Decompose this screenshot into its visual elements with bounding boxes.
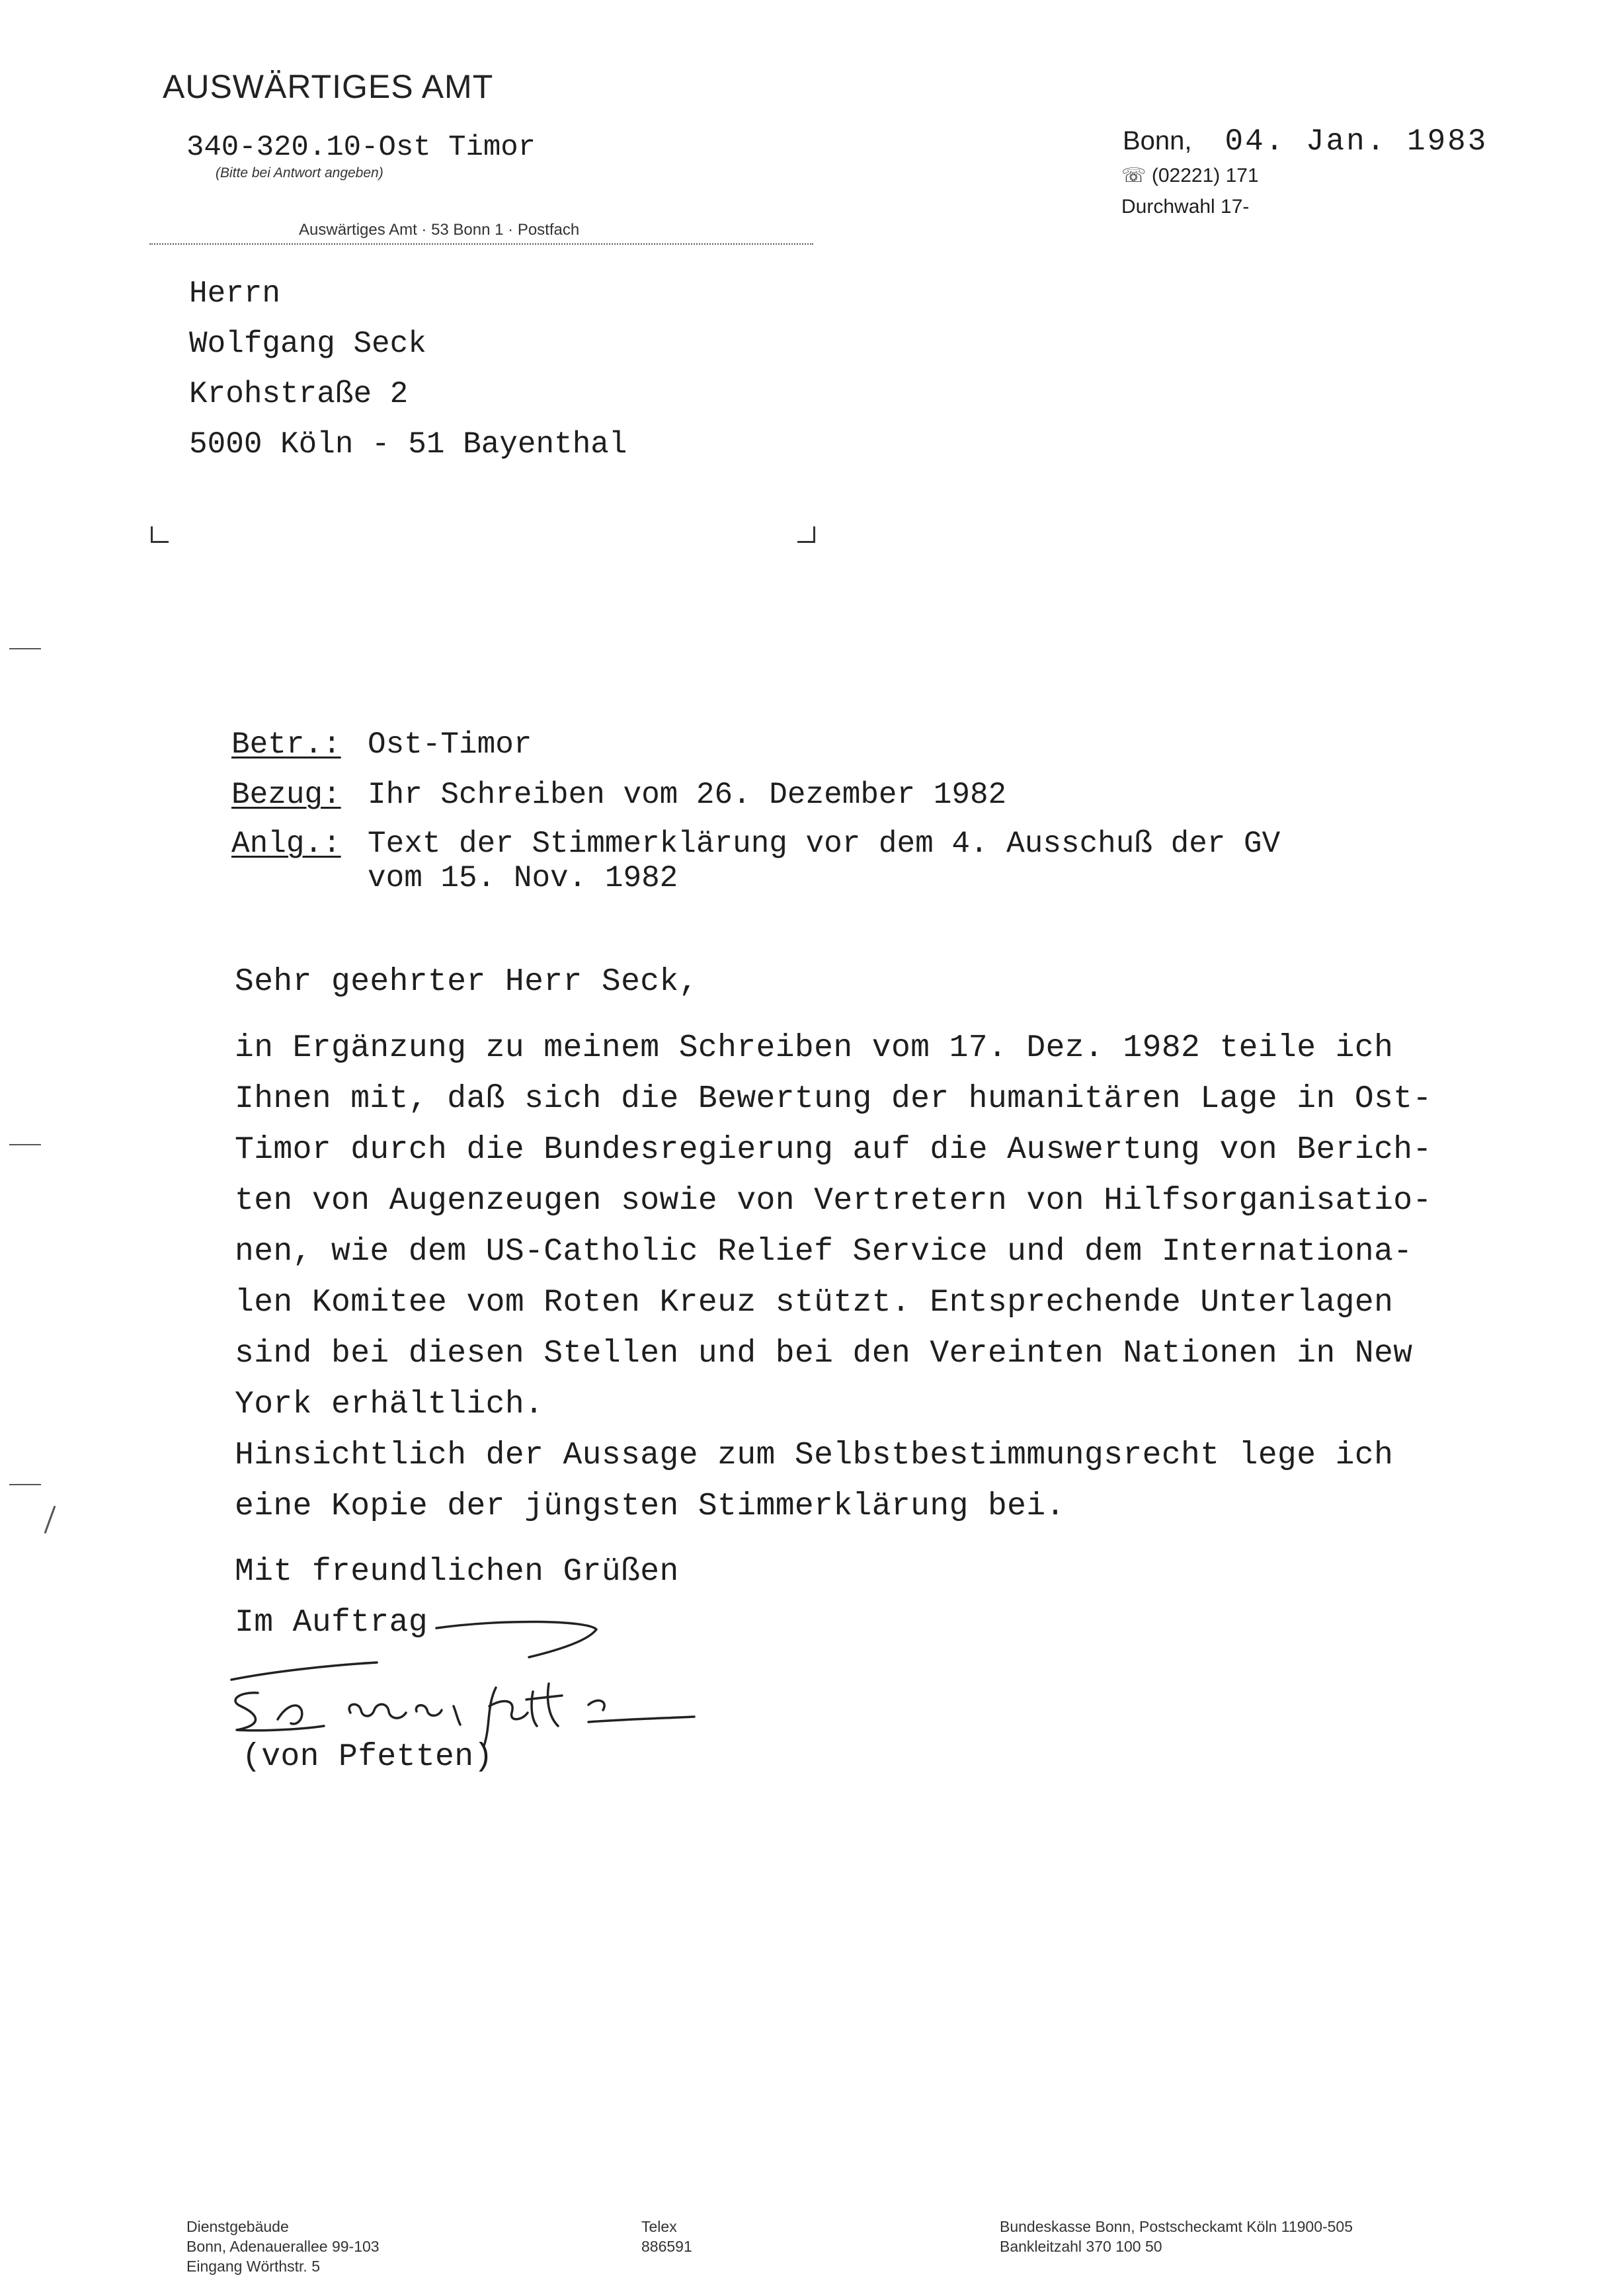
phone-number: ☏ (02221) 171: [1121, 165, 1259, 186]
date-line: [1123, 124, 1488, 159]
date-place: Bonn,: [1123, 126, 1192, 155]
greeting: Sehr geehrter Herr Seck,: [235, 964, 698, 1000]
body-line: York erhältlich.: [235, 1387, 544, 1422]
body-line: ten von Augenzeugen sowie von Vertretern von Hilfsorganisatio-: [235, 1183, 1432, 1219]
footer-telex-label: Telex: [641, 2218, 677, 2235]
footer-building-address: Bonn, Adenauerallee 99-103: [186, 2238, 380, 2255]
body-line: eine Kopie der jüngsten Stimmerklärung bei.: [235, 1489, 1065, 1524]
recipient-salutation: Herrn: [189, 276, 281, 311]
fold-mark: [9, 1484, 41, 1485]
sender-return-line: Auswärtiges Amt · 53 Bonn 1 · Postfach: [299, 221, 580, 239]
letter-date: 04. Jan. 1983: [1225, 124, 1488, 159]
anlg-value-1: Text der Stimmerklärung vor dem 4. Ausschuß der GV: [368, 827, 1281, 861]
body-line: sind bei diesen Stellen und bei den Vereinten Nationen in New: [235, 1336, 1413, 1372]
sender-divider: [149, 243, 813, 245]
recipient-street: Krohstraße 2: [189, 377, 409, 411]
phone-extension: Durchwahl 17-: [1121, 196, 1250, 218]
bezug-label: Bezug:: [231, 778, 341, 812]
organization-name: AUSWÄRTIGES AMT: [163, 68, 494, 105]
reference-note: (Bitte bei Antwort angeben): [216, 165, 383, 181]
footer-building: [186, 2217, 380, 2276]
body-line: in Ergänzung zu meinem Schreiben vom 17. Dez. 1982 teile ich: [235, 1030, 1394, 1066]
handwritten-signature: [218, 1614, 707, 1759]
address-window-corner-left: [151, 526, 169, 543]
body-line: Timor durch die Bundesregierung auf die Auswertung von Berich-: [235, 1132, 1432, 1168]
footer-telex-number: 886591: [641, 2238, 692, 2255]
footer-bank-line-2: Bankleitzahl 370 100 50: [1000, 2238, 1162, 2255]
on-behalf-line: Im Auftrag: [235, 1605, 428, 1641]
footer-bank-line-1: Bundeskasse Bonn, Postscheckamt Köln 11900-505: [1000, 2218, 1353, 2235]
body-line: len Komitee vom Roten Kreuz stützt. Entsprechende Unterlagen: [235, 1285, 1394, 1321]
body-line: Hinsichtlich der Aussage zum Selbstbestimmungsrecht lege ich: [235, 1438, 1394, 1473]
body-line: Ihnen mit, daß sich die Bewertung der humanitären Lage in Ost-: [235, 1081, 1432, 1117]
fold-mark: [9, 1144, 41, 1145]
body-line: nen, wie dem US-Catholic Relief Service und dem Internationa-: [235, 1234, 1413, 1270]
closing: Mit freundlichen Grüßen: [235, 1554, 679, 1590]
betr-label: Betr.:: [231, 727, 341, 762]
footer-telex: [641, 2217, 692, 2256]
footer-bank: [1000, 2217, 1353, 2256]
footer-building-entrance: Eingang Wörthstr. 5: [186, 2258, 320, 2275]
footer-building-label: Dienstgebäude: [186, 2218, 289, 2235]
reference-number: 340-320.10-Ost Timor: [186, 131, 536, 164]
signer-name: (von Pfetten): [242, 1739, 493, 1775]
recipient-city: 5000 Köln - 51 Bayenthal: [189, 427, 627, 462]
recipient-name: Wolfgang Seck: [189, 327, 426, 361]
anlg-label: Anlg.:: [231, 827, 341, 861]
margin-slash: [44, 1506, 56, 1534]
address-window-corner-right: [797, 526, 815, 543]
betr-value: Ost-Timor: [368, 727, 532, 762]
anlg-value-2: vom 15. Nov. 1982: [368, 861, 678, 895]
fold-mark: [9, 648, 41, 649]
bezug-value: Ihr Schreiben vom 26. Dezember 1982: [368, 778, 1007, 812]
